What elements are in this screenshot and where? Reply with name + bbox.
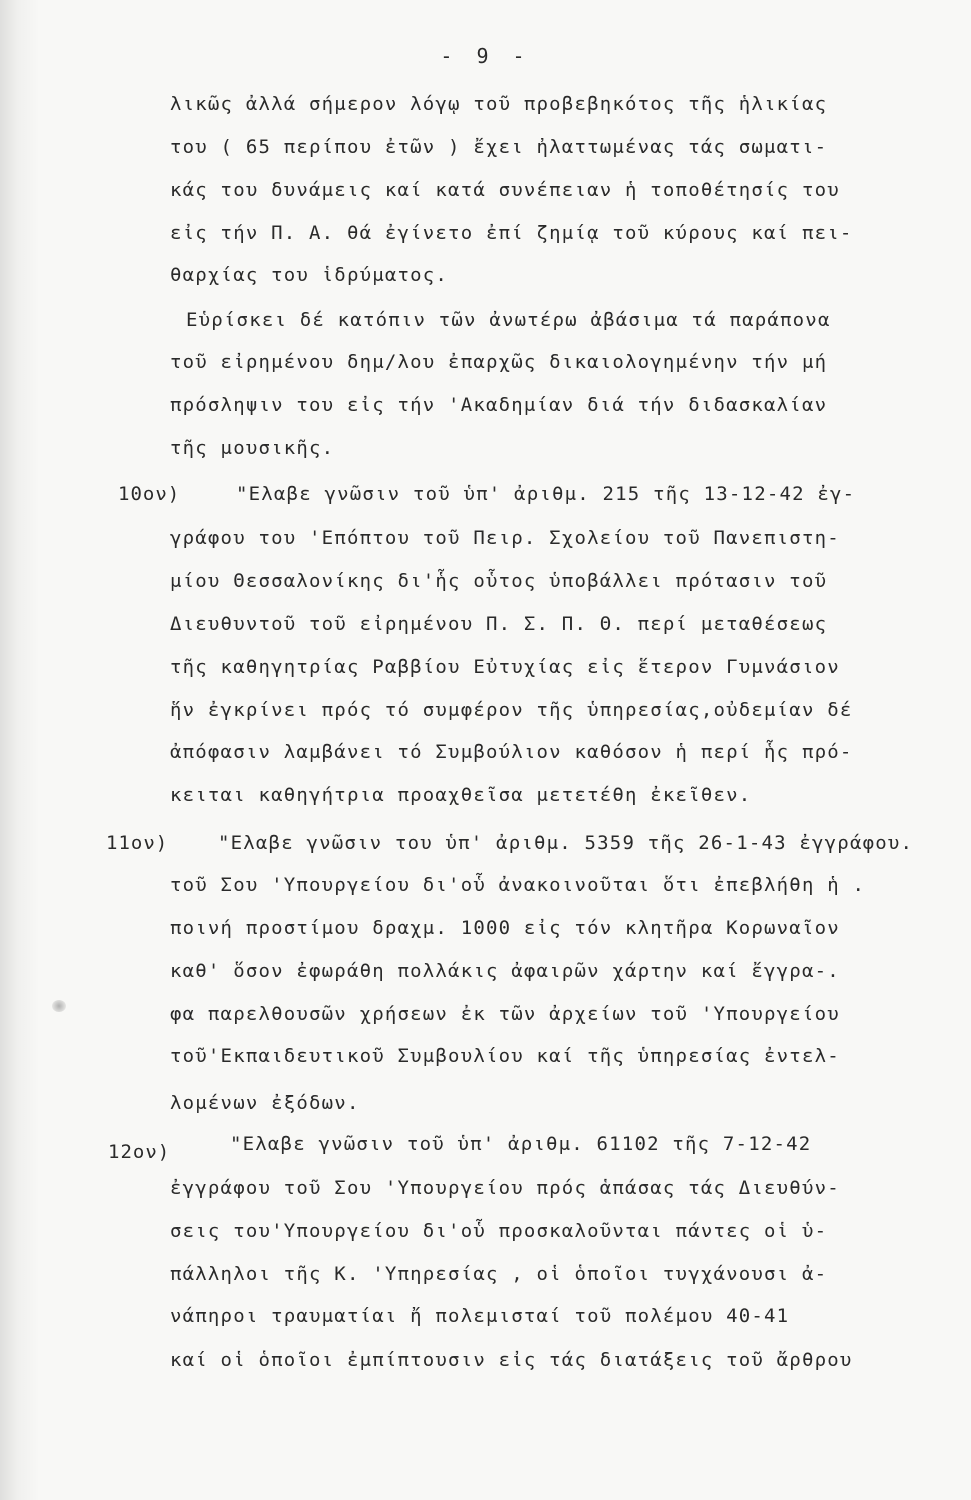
text-line: καί οἱ ὁποῖοι ἐμπίπτουσιν εἰς τάς διατάξεις τοῦ ἄρθρου [170, 1349, 853, 1371]
text-line: πρόσληψιν του εἰς τήν 'Ακαδημίαν διά τήν διδασκαλίαν [170, 394, 828, 416]
text-line: γράφου του 'Επόπτου τοῦ Πειρ. Σχολείου τοῦ Πανεπιστη- [170, 527, 840, 549]
text-line: τῆς μουσικῆς. [170, 437, 335, 459]
text-line: τῆς καθηγητρίας Ραββίου Εὐτυχίας εἰς ἕτερον Γυμνάσιον [170, 656, 840, 678]
ink-smudge [52, 1000, 66, 1012]
item-marker: 12ον) [108, 1141, 171, 1163]
text-line: "Ελαβε γνῶσιν τοῦ ὑπ' ἀριθμ. 61102 τῆς 7-12-42 [230, 1133, 812, 1155]
text-line: κειται καθηγήτρια προαχθεῖσα μετετέθη ἐκεῖθεν. [170, 784, 752, 806]
text-line: Εὑρίσκει δέ κατόπιν τῶν ἀνωτέρω ἀβάσιμα τά παράπονα [186, 309, 831, 331]
text-line: εἰς τήν Π. Α. θά ἐγίνετο ἐπί ζημίᾳ τοῦ κύρους καί πει- [170, 222, 853, 244]
text-line: τοῦ Σου 'Υπουργείου δι'οὗ ἀνακοινοῦται ὅτι ἐπεβλήθη ἡ . [170, 874, 866, 896]
text-line: σεις του'Υπουργείου δι'οὗ προσκαλοῦνται πάντες οἱ ὑ- [170, 1220, 828, 1242]
text-line: καθ' ὅσον ἐφωράθη πολλάκις ἀφαιρῶν χάρτην καί ἔγγρα-. [170, 960, 840, 982]
text-line: Διευθυντοῦ τοῦ εἰρημένου Π. Σ. Π. Θ. περί μεταθέσεως [170, 613, 828, 635]
text-line: "Ελαβε γνῶσιν τοῦ ὑπ' ἀριθμ. 215 τῆς 13-12-42 ἐγ- [236, 483, 856, 505]
text-line: μίου Θεσσαλονίκης δι'ἧς οὗτος ὑποβάλλει πρότασιν τοῦ [170, 570, 828, 592]
text-line: "Ελαβε γνῶσιν του ὑπ' ἀριθμ. 5359 τῆς 26-1-43 ἐγγράφου. [218, 832, 914, 854]
page-number: - 9 - [440, 44, 531, 68]
text-line: ἥν ἐγκρίνει πρός τό συμφέρον τῆς ὑπηρεσίας,οὐδεμίαν δέ [170, 699, 853, 721]
item-marker: 10ον) [118, 483, 181, 505]
text-line: τοῦ'Εκπαιδευτικοῦ Συμβουλίου καί τῆς ὑπηρεσίας ἐντελ- [170, 1045, 840, 1067]
text-line: πάλληλοι τῆς Κ. 'Υπηρεσίας , οἱ ὁποῖοι τυγχάνουσι ἀ- [170, 1263, 828, 1285]
text-line: λικῶς ἀλλά σήμερον λόγῳ τοῦ προβεβηκότος τῆς ἡλικίας [170, 93, 828, 115]
text-line: του ( 65 περίπου ἐτῶν ) ἔχει ἠλαττωμένας τάς σωματι- [170, 136, 828, 158]
text-line: θαρχίας του ἱδρύματος. [170, 264, 449, 286]
text-line: ποινή προστίμου δραχμ. 1000 εἰς τόν κλητῆρα Κορωναῖον [170, 917, 840, 939]
text-line: κάς του δυνάμεις καί κατά συνέπειαν ἡ τοποθέτησίς του [170, 179, 840, 201]
text-line: ἀπόφασιν λαμβάνει τό Συμβούλιον καθόσον ἡ περί ἧς πρό- [170, 741, 853, 763]
item-marker: 11ον) [106, 832, 169, 854]
text-line: λομένων ἐξόδων. [170, 1092, 360, 1114]
text-line: νάπηροι τραυματίαι ἤ πολεμισταί τοῦ πολέμου 40-41 [170, 1305, 790, 1327]
text-line: φα παρελθουσῶν χρήσεων ἐκ τῶν ἀρχείων τοῦ 'Υπουργείου [170, 1003, 840, 1025]
text-line: ἐγγράφου τοῦ Σου 'Υπουργείου πρός ἁπάσας τάς Διευθύν- [170, 1177, 840, 1199]
text-line: τοῦ εἰρημένου δημ/λου ἐπαρχῶς δικαιολογημένην τήν μή [170, 351, 828, 373]
